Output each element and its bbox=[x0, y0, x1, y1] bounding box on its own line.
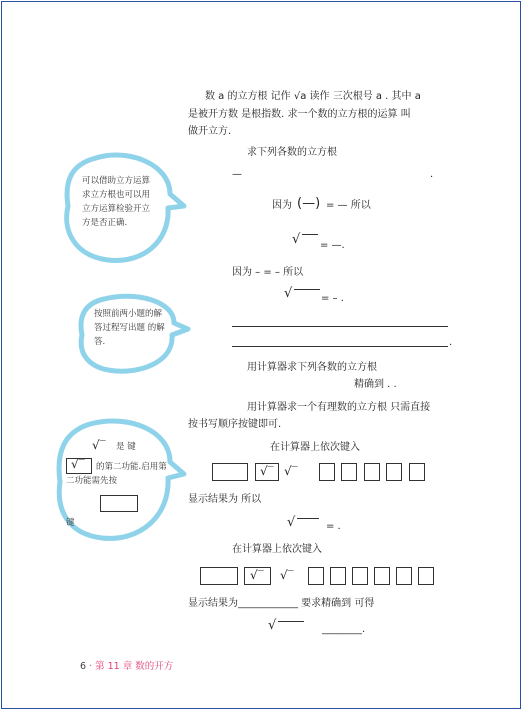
bubble-3-text-a: 是 键 bbox=[116, 442, 136, 452]
cube-root-symbol-icon: √ bbox=[287, 515, 296, 530]
calculator-key bbox=[386, 463, 402, 481]
page-footer bbox=[80, 658, 173, 672]
calculator-key bbox=[100, 495, 138, 512]
calculator-key bbox=[330, 567, 346, 585]
ex2-display-2: 显示结果为____________ 要求精确到 可得 bbox=[188, 598, 375, 609]
speech-bubble-1 bbox=[58, 150, 188, 270]
intro-line-3: 做开立方. bbox=[188, 126, 232, 137]
bubble-3-text-c: 键 bbox=[66, 518, 75, 528]
calculator-key bbox=[308, 567, 324, 585]
bubble-2-text: 按照前两小题的解答过程写出题 的解答. bbox=[94, 309, 165, 347]
calculator-key bbox=[341, 463, 357, 481]
ex1-because-1: 因为 bbox=[272, 200, 292, 211]
ex1-paren: (—) bbox=[297, 196, 321, 211]
intro-line-2: 是被开方数 是根指数. 求一个数的立方根的运算 叫 bbox=[188, 109, 411, 120]
calculator-key bbox=[200, 567, 238, 585]
calculator-key bbox=[364, 463, 380, 481]
ex2-seq-2: 在计算器上依次键入 bbox=[232, 544, 322, 555]
cube-root-icon: √‾ bbox=[260, 464, 274, 478]
radical-bar bbox=[302, 234, 318, 235]
calculator-key bbox=[396, 567, 412, 585]
answer-end-dot: . bbox=[449, 337, 453, 348]
ex1-dot: . bbox=[430, 169, 434, 180]
ex2-final: ________. bbox=[322, 624, 366, 635]
ex1-result-2: = – . bbox=[321, 293, 344, 304]
ex2-eq-result: = . bbox=[326, 521, 341, 532]
ex2-precision: 精确到 . . bbox=[354, 379, 397, 390]
ex1-result-1: = —. bbox=[320, 240, 345, 251]
cube-root-key bbox=[244, 567, 271, 585]
speech-bubble-3 bbox=[52, 418, 188, 548]
ex1-eq-1: = — 所以 bbox=[326, 200, 371, 211]
bubble-3-text-b: 的第二功能.启用第二功能需先按 bbox=[66, 462, 167, 486]
cube-root-symbol-icon: √ bbox=[268, 618, 277, 633]
calculator-key bbox=[374, 567, 390, 585]
cube-root-icon: √‾ bbox=[92, 438, 106, 452]
bubble-1-text: 可以借助立方运算求立方根也可以用立方运算检验开立方是否正确. bbox=[82, 176, 151, 228]
calculator-key bbox=[409, 463, 425, 481]
radical-bar bbox=[294, 289, 320, 290]
calculator-key bbox=[212, 463, 248, 481]
cube-root-key bbox=[255, 463, 279, 481]
radical-bar bbox=[278, 621, 304, 622]
calculator-key bbox=[319, 463, 335, 481]
intro-line-1: 数 a 的立方根 记作 √a 读作 三次根号 a . 其中 a bbox=[205, 91, 421, 102]
ex2-desc-1: 用计算器求一个有理数的立方根 只需直接 bbox=[247, 402, 431, 413]
calculator-key bbox=[418, 567, 434, 585]
answer-line-2 bbox=[232, 346, 448, 347]
cube-root-icon: √‾ bbox=[71, 457, 85, 471]
radical-bar bbox=[297, 518, 319, 519]
square-root-icon: √‾ bbox=[280, 568, 294, 582]
ex2-display-1: 显示结果为 所以 bbox=[188, 494, 262, 505]
ex2-desc-2: 按书写顺序按键即可. bbox=[188, 419, 282, 430]
page-number: 6 bbox=[80, 661, 87, 672]
answer-line-1 bbox=[232, 326, 448, 327]
calculator-key bbox=[352, 567, 368, 585]
cube-root-icon: √‾ bbox=[250, 568, 264, 582]
ex2-seq-1: 在计算器上依次键入 bbox=[270, 442, 360, 453]
speech-bubble-2 bbox=[74, 293, 192, 375]
square-root-icon: √‾ bbox=[284, 464, 298, 478]
chapter-title: · 第 11 章 数的开方 bbox=[89, 661, 174, 672]
cube-root-symbol-icon: √ bbox=[292, 232, 301, 247]
ex2-title: 用计算器求下列各数的立方根 bbox=[247, 362, 377, 373]
ex1-because-2: 因为 – = – 所以 bbox=[232, 267, 304, 278]
ex1-dash: — bbox=[232, 169, 242, 180]
cube-root-symbol-icon: √ bbox=[284, 286, 293, 301]
ex1-title: 求下列各数的立方根 bbox=[247, 147, 337, 158]
